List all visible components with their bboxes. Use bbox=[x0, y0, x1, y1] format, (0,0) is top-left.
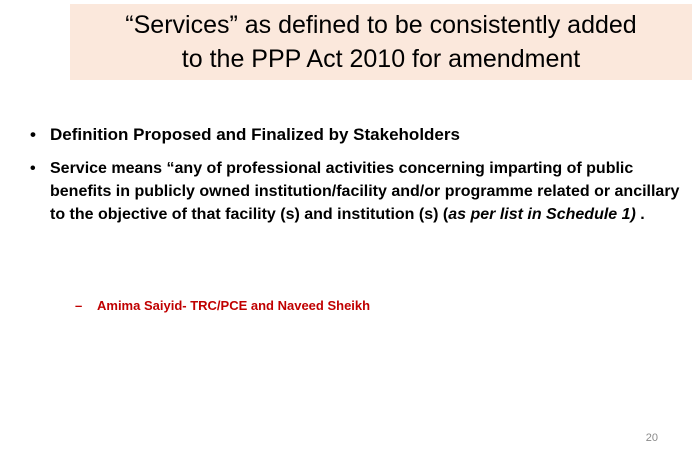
definition-italic-text: as per list in Schedule 1) bbox=[448, 206, 636, 223]
definition-tail-text: . bbox=[635, 206, 645, 223]
bullet-definition-heading bbox=[30, 124, 680, 146]
bullet-icon: • bbox=[30, 125, 36, 144]
attribution-text: Amima Saiyid- TRC/PCE and Naveed Sheikh bbox=[97, 298, 371, 313]
dash-icon: – bbox=[75, 298, 83, 313]
page-number: 20 bbox=[645, 432, 658, 444]
bullet-icon: • bbox=[30, 160, 36, 177]
bullet-text-heading: Definition Proposed and Finalized by Stakeholders bbox=[50, 125, 460, 144]
definition-main-text: Service means “any of professional activities concerning imparting of public benefits in publicly owned institution/facility and/or programme related or ancillary to the objective of that facility (s) and institution (s) ( bbox=[50, 160, 680, 223]
bullet-service-definition bbox=[30, 157, 680, 226]
attribution-sub-bullet bbox=[75, 297, 370, 315]
title-line-2: to the PPP Act 2010 for amendment bbox=[181, 45, 581, 73]
title-line-1: “Services” as defined to be consistently added bbox=[125, 11, 637, 39]
slide-title bbox=[70, 4, 692, 80]
bullet-text-definition bbox=[50, 157, 680, 226]
